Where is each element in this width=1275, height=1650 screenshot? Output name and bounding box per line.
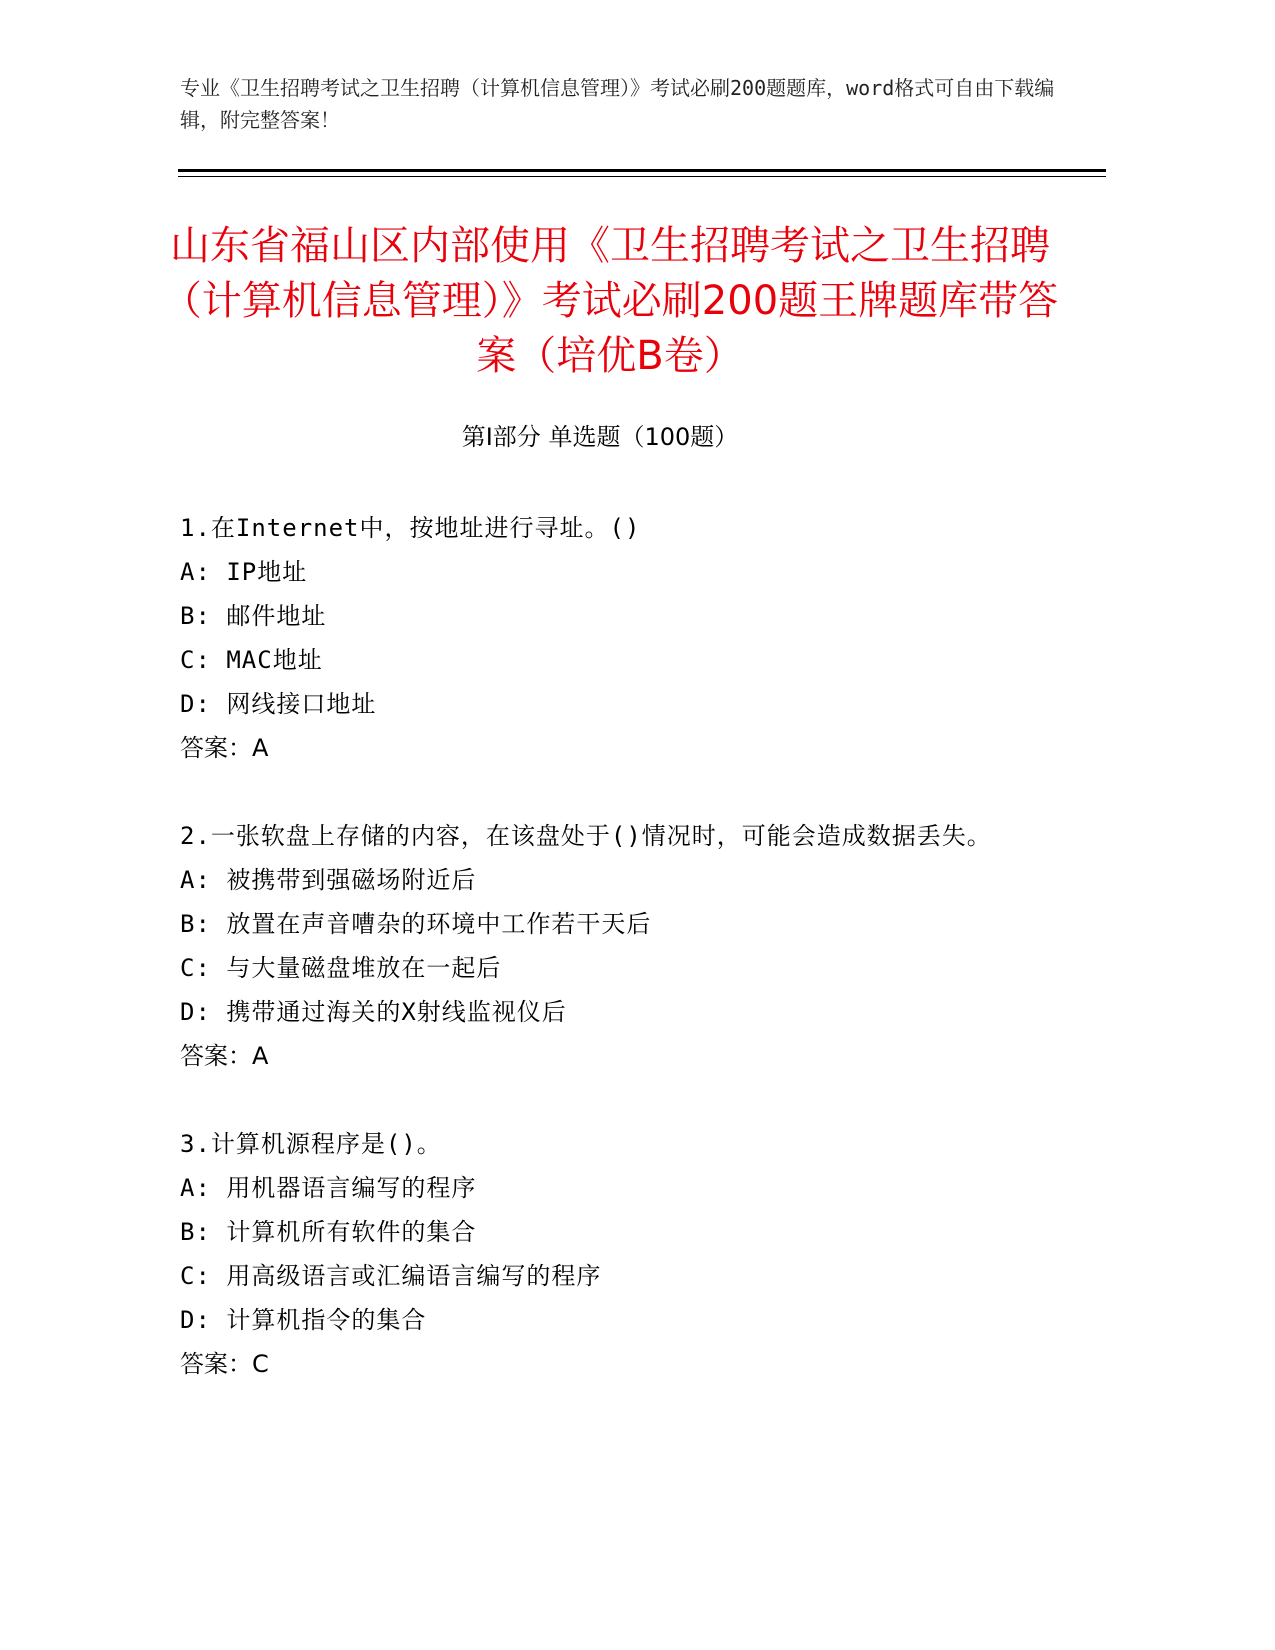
answer: 答案：A [180,734,269,762]
question-1 [180,506,1030,770]
question-2 [180,814,1030,1078]
question-stem: 2.一张软盘上存储的内容，在该盘处于()情况时，可能会造成数据丢失。 [180,822,992,850]
option-b: B: 计算机所有软件的集合 [180,1218,477,1246]
option-a: A: 被携带到强磁场附近后 [180,866,477,894]
header-rule-thin [178,176,1106,177]
answer: 答案：C [180,1350,269,1378]
option-c: C: 与大量磁盘堆放在一起后 [180,954,502,982]
section-title: 第Ⅰ部分 单选题（100题） [461,423,739,451]
document-title: 山东省福山区内部使用《卫生招聘考试之卫生招聘（计算机信息管理）》考试必刷200题王牌题库带答案（培优B卷） [161,223,1059,379]
header-note: 专业《卫生招聘考试之卫生招聘（计算机信息管理）》考试必刷200题题库，word格式可自由下载编辑，附完整答案！ [180,76,1055,132]
question-stem: 3.计算机源程序是()。 [180,1130,442,1158]
option-d: D: 网线接口地址 [180,690,377,718]
question-3 [180,1122,1030,1386]
option-b: B: 邮件地址 [180,602,327,630]
option-b: B: 放置在声音嘈杂的环境中工作若干天后 [180,910,652,938]
question-list [180,506,1030,1430]
question-stem: 1.在Internet中，按地址进行寻址。() [180,514,641,542]
option-a: A: IP地址 [180,558,308,586]
option-d: D: 携带通过海关的X射线监视仪后 [180,998,567,1026]
answer: 答案：A [180,1042,269,1070]
option-c: C: 用高级语言或汇编语言编写的程序 [180,1262,602,1290]
option-a: A: 用机器语言编写的程序 [180,1174,477,1202]
option-c: C: MAC地址 [180,646,323,674]
option-d: D: 计算机指令的集合 [180,1306,427,1334]
header-rule-thick [178,169,1106,172]
